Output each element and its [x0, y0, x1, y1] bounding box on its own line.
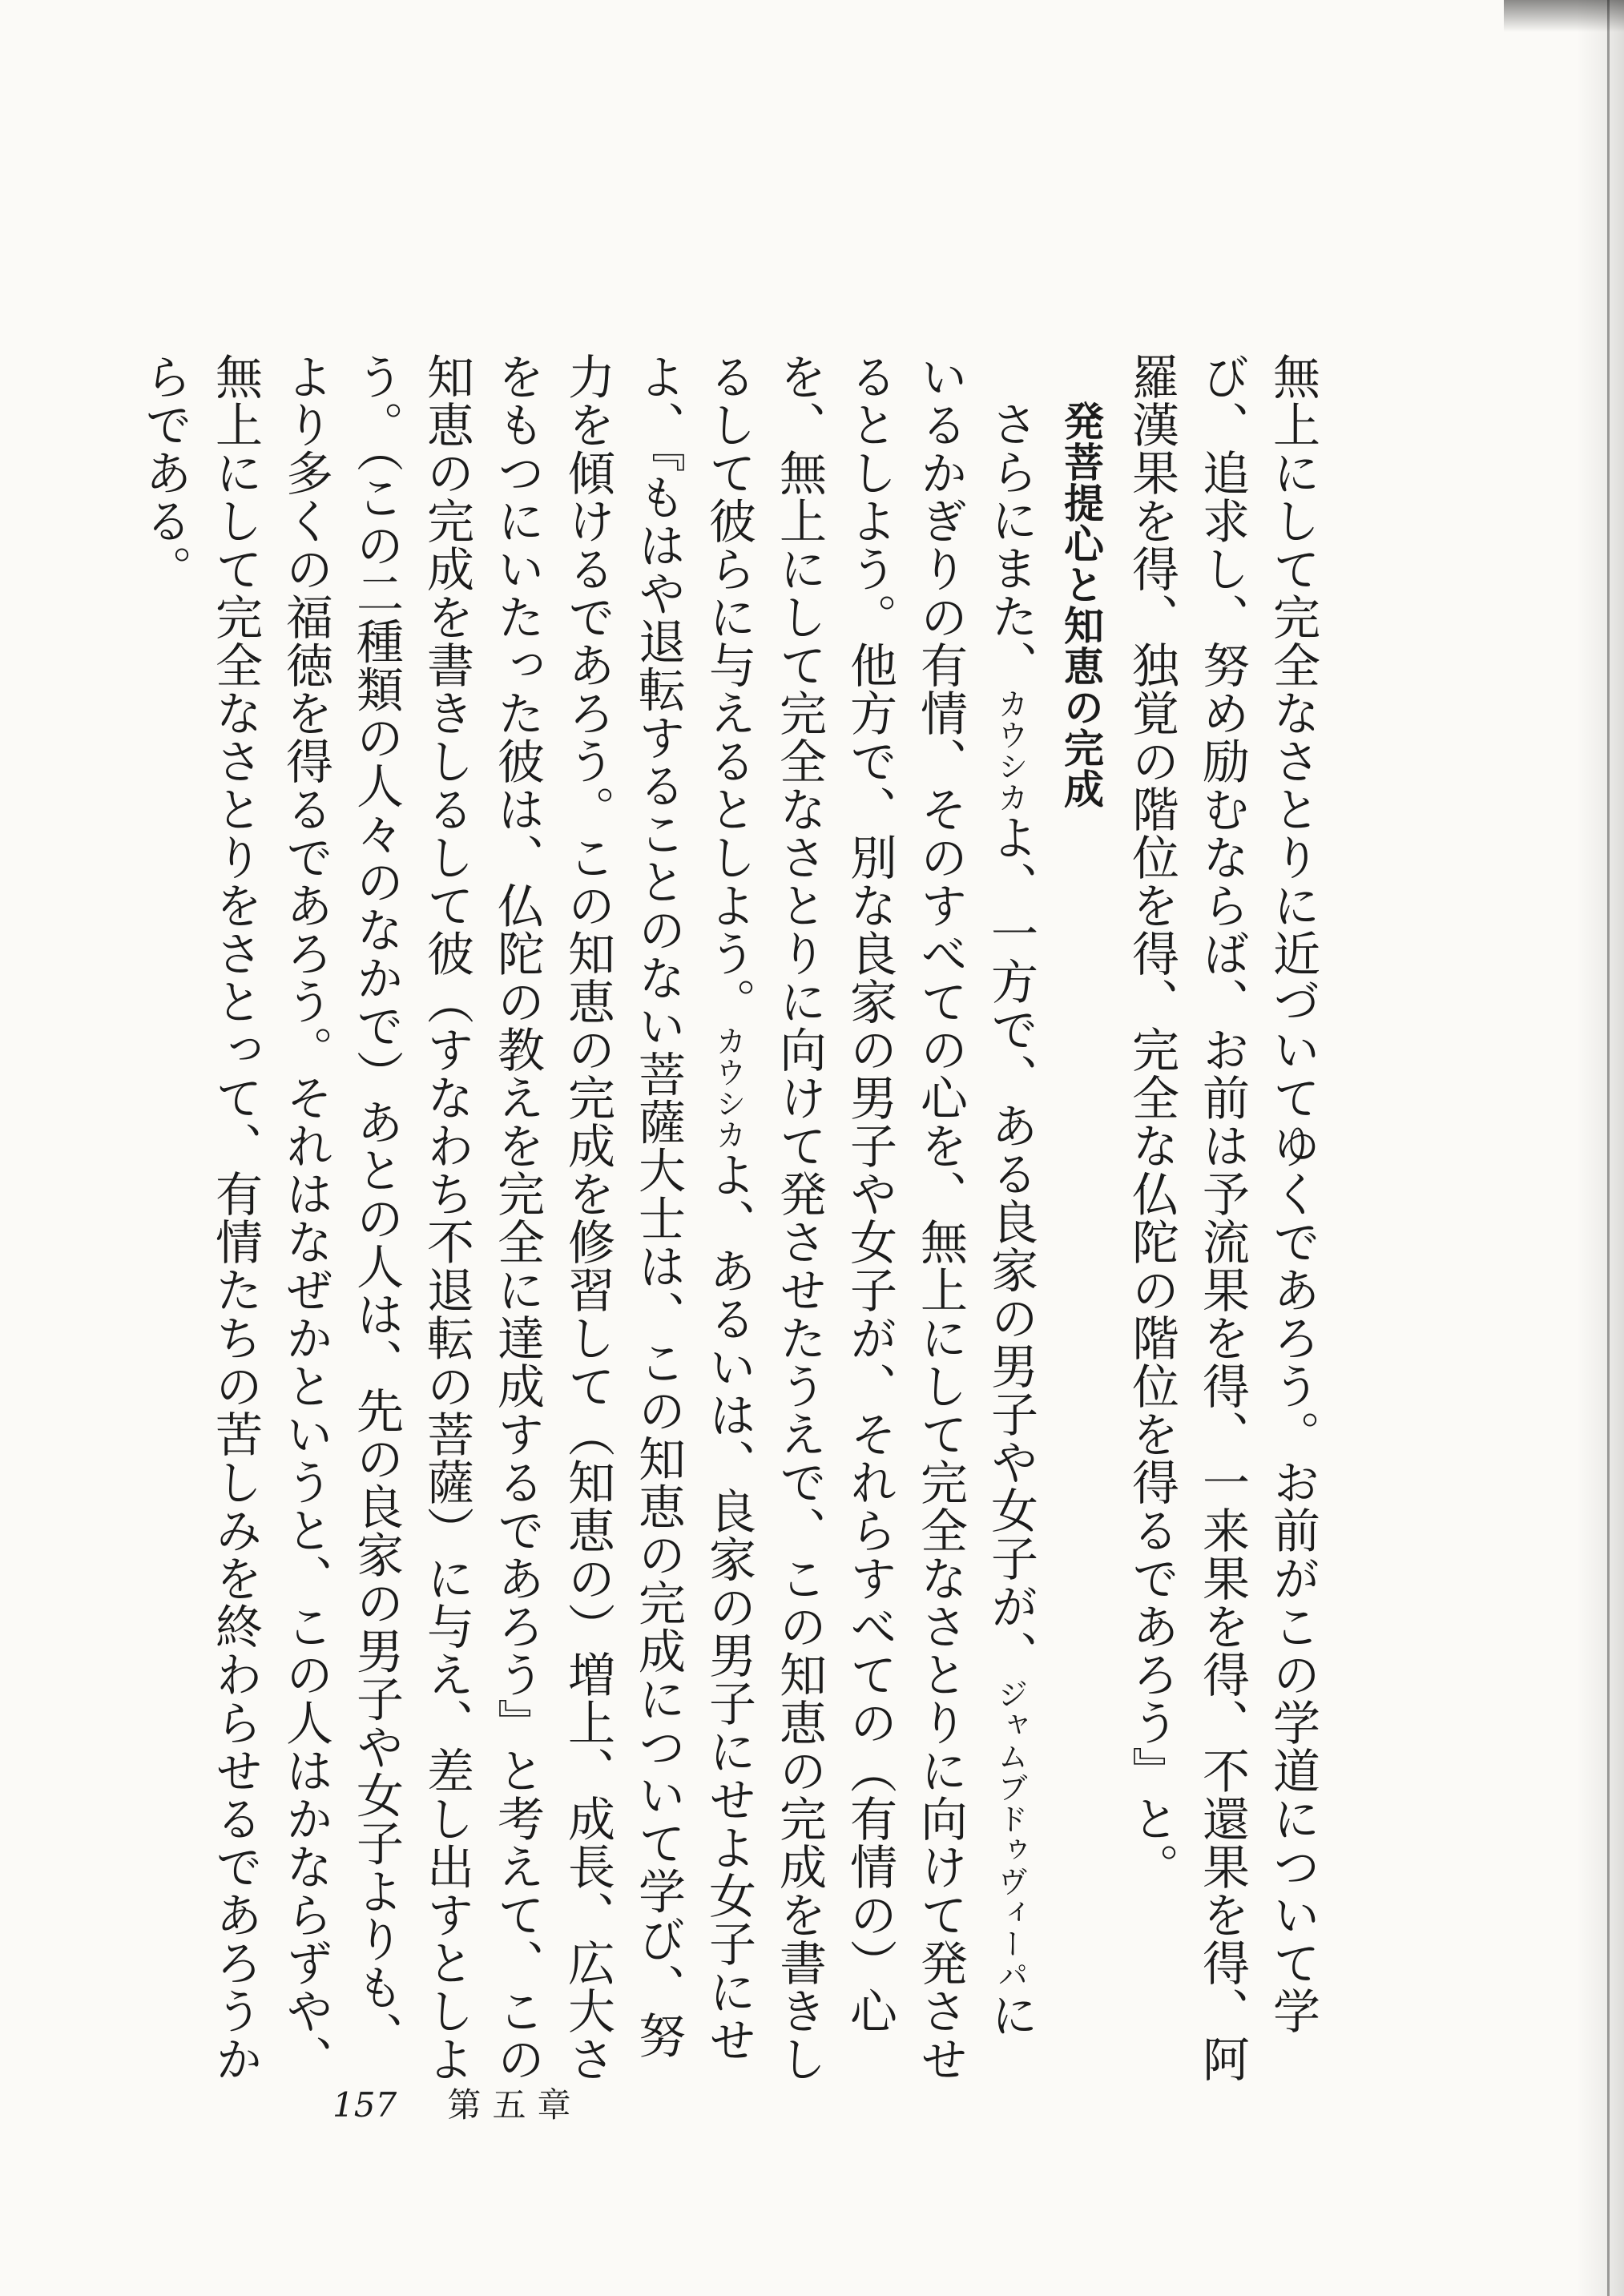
paragraph-text-b: よ、一方で、ある良家の男子や女子が、	[983, 813, 1038, 1678]
paragraph-text-a: さらにまた、	[983, 400, 1038, 688]
paragraph-continuation: 無上にして完全なさとりに近づいてゆくであろう。お前がこの学道について学び、追求し、努め励むならば、お前は予流果を得、一来果を得、不還果を得、阿羅漢果を得、独覚の階位を得、完全な仏陀の階位を得るであろう』と。	[1124, 352, 1320, 2083]
scan-shadow-right	[1576, 0, 1624, 2296]
name-kaushika: カウシカ	[993, 688, 1028, 813]
page-binding-edge	[1607, 0, 1610, 2296]
chapter-label: 第五章	[447, 2085, 582, 2125]
page-number: 157	[332, 2085, 397, 2125]
name-kaushika-2: カウシカ	[711, 1025, 746, 1150]
page-footer	[332, 2079, 582, 2127]
paragraph-text-e: よ、あるいは、良家の男子にせよ女子にせよ、『もはや退転することのない菩薩大士は、この知恵の完成について学び、努力を傾けるであろう。この知恵の完成を修習して（知恵の）増上、成長、広大さをもつにいたった彼は、仏陀の教えを完全に達成するであろう』と考えて、この知恵の完成を書きしるして彼（すなわち不退転の菩薩）に与え、差し出すとしよう。（この二種類の人々のなかで）あとの人は、先の良家の男子や女子よりも、より多くの福徳を得るであろう。それはなぜかというと、この人はかならずや、無上にして完全なさとりをさとって、有情たちの苦しみを終わらせるであろうからである。	[137, 352, 756, 2083]
section-heading: 発菩提心と知恵の完成	[1058, 401, 1104, 809]
paragraph-text-c: にいるかぎりの有情、そのすべての心を、無上にして完全なさとりに向けて発させるとしよう。他方で、別な良家の男子や女子が、それらすべての（有情の）心を、無上にして完全なさとりに向けて発させたうえで、この知恵の完成を書きしるして彼らに与えるとしよう。	[701, 352, 1038, 2083]
paragraph-main	[129, 352, 1046, 2083]
name-jambudvipa: ジャムブドゥヴィーパ	[993, 1678, 1028, 1991]
vertical-text-body	[129, 352, 1328, 2083]
